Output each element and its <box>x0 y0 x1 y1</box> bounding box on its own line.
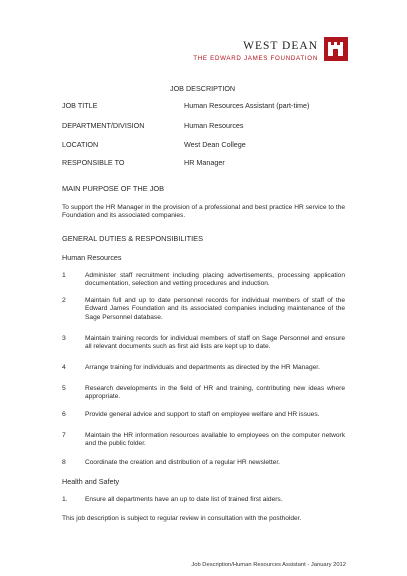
duty-text: Arrange training for individuals and departments as directed by the HR Manager. <box>85 364 320 371</box>
human-resources-heading: Human Resources <box>62 253 122 262</box>
duty-number: 4 <box>62 364 66 371</box>
duty-text: Maintain full and up to date personnel records for individual members of staff of the Edward James Foundation and its associated companies including maintenance of the Sage Personnel database. <box>85 297 345 321</box>
duty-number: 6 <box>62 411 66 418</box>
field-value-responsible-to: HR Manager <box>184 158 225 167</box>
document-title: JOB DESCRIPTION <box>170 84 236 93</box>
duty-text: Research developments in the field of HR and training, contributing new ideas where appropriate. <box>85 385 345 401</box>
duty-text: Maintain the HR information resources available to employees on the computer network and the public folder. <box>85 432 345 448</box>
field-label-location: LOCATION <box>62 140 99 149</box>
main-purpose-heading: MAIN PURPOSE OF THE JOB <box>62 184 165 193</box>
west-dean-logo <box>178 34 348 68</box>
hs-item-number: 1. <box>62 496 68 503</box>
health-safety-heading: Health and Safety <box>62 477 120 486</box>
closing-note: This job description is subject to regular review in consultation with the postholder. <box>62 515 302 522</box>
page-footer: Job Description/Human Resources Assistant - January 2012 <box>191 562 346 568</box>
duty-text: Administer staff recruitment including placing advertisements, processing application documentation, selection and vetting procedures and induction. <box>85 272 345 288</box>
main-purpose-text: To support the HR Manager in the provision of a professional and best practice HR service to the Foundation and its associated companies. <box>62 204 345 220</box>
field-value-department: Human Resources <box>184 121 244 130</box>
duty-text: Maintain training records for individual members of staff on Sage Personnel and ensure all relevant documents such as first aid lists are kept up to date. <box>85 335 345 351</box>
field-label-responsible-to: RESPONSIBLE TO <box>62 158 125 167</box>
duty-number: 3 <box>62 335 66 342</box>
castle-icon <box>324 37 348 61</box>
field-value-job-title: Human Resources Assistant (part-time) <box>184 101 310 110</box>
general-duties-heading: GENERAL DUTIES & RESPONSIBILITIES <box>62 234 204 243</box>
logo-tagline: THE EDWARD JAMES FOUNDATION <box>193 55 318 62</box>
duty-text: Provide general advice and support to staff on employee welfare and HR issues. <box>85 411 320 418</box>
field-value-location: West Dean College <box>184 140 246 149</box>
field-label-department: DEPARTMENT/DIVISION <box>62 121 145 130</box>
hs-item-text: Ensure all departments have an up to date list of trained first aiders. <box>85 496 283 503</box>
duty-number: 2 <box>62 297 66 304</box>
duty-number: 1 <box>62 272 66 279</box>
logo-name: WEST DEAN <box>243 40 318 52</box>
field-label-job-title: JOB TITLE <box>62 101 98 110</box>
duty-number: 5 <box>62 385 66 392</box>
duty-number: 8 <box>62 459 66 466</box>
duty-text: Coordinate the creation and distribution of a regular HR newsletter. <box>85 459 280 466</box>
duty-number: 7 <box>62 432 66 439</box>
